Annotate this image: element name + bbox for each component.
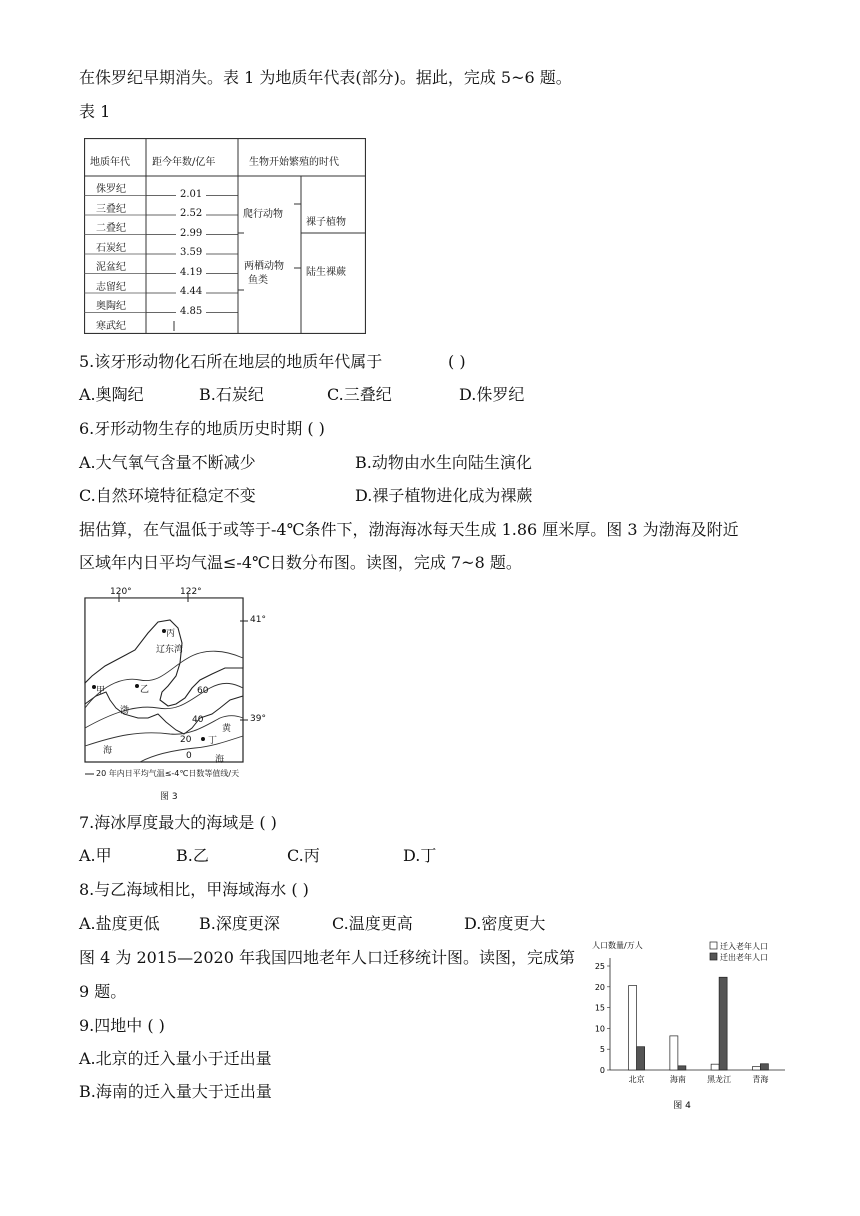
animal-reptile: 爬行动物	[243, 209, 283, 220]
chart-ytick-label: 5	[599, 1045, 605, 1055]
table-period-6: 奥陶纪	[96, 301, 126, 312]
place-ding: 丁	[208, 736, 218, 746]
q8-option-c[interactable]: C.温度更高	[332, 914, 413, 933]
lat-41: 41°	[250, 615, 266, 625]
table-age-2: 2.99	[180, 227, 203, 239]
table-period-5: 志留纪	[96, 281, 126, 293]
isoline-0: 0	[186, 751, 192, 761]
q7-stem: 7.海冰厚度最大的海域是 ( )	[79, 813, 277, 832]
q6-option-c[interactable]: C.自然环境特征稳定不变	[79, 486, 256, 505]
q5-stem: 5.该牙形动物化石所在地层的地质年代属于	[79, 352, 383, 371]
label-hai-2: 海	[215, 755, 225, 765]
chart-ytick-label: 0	[599, 1066, 605, 1075]
lon-120: 120°	[110, 587, 132, 597]
chart-legend-swatch-0	[710, 942, 717, 949]
chart-category-label: 黑龙江	[707, 1075, 732, 1084]
q5-option-d[interactable]: D.侏罗纪	[459, 385, 525, 404]
table-header-organisms: 生物开始繁殖的时代	[249, 157, 339, 168]
table-age-0: 2.01	[180, 188, 203, 200]
chart-category-label: 海南	[669, 1075, 686, 1084]
context2-line1: 图 4 为 2015—2020 年我国四地老年人口迁移统计图。读图，完成第	[79, 948, 575, 967]
q7-option-a[interactable]: A.甲	[79, 846, 112, 865]
chart-category-label: 北京	[628, 1075, 645, 1084]
chart-bar-1-1	[678, 1066, 686, 1070]
table-age-1: 2.52	[180, 208, 203, 219]
lon-122: 122°	[180, 587, 202, 597]
q8-stem: 8.与乙海域相比，甲海域海水 ( )	[79, 880, 309, 899]
map-caption: 图 3	[160, 792, 178, 802]
table-period-1: 三叠纪	[96, 203, 126, 215]
q5-option-b[interactable]: B.石炭纪	[199, 385, 264, 404]
q9-option-b[interactable]: B.海南的迁入量大于迁出量	[79, 1082, 272, 1101]
q5-option-c[interactable]: C.三叠纪	[327, 385, 392, 404]
place-yi: 乙	[140, 685, 150, 695]
label-huang: 黄	[222, 724, 232, 734]
chart-bar-0-3	[752, 1067, 760, 1070]
chart-ytick-label: 25	[594, 962, 605, 971]
chart-ylabel: 人口数量/万人	[592, 941, 643, 950]
table-period-2: 二叠纪	[96, 223, 126, 234]
context-para-line2: 区域年内日平均气温≤-4℃日数分布图。读图，完成 7~8 题。	[79, 553, 522, 572]
table-period-3: 石炭纪	[96, 242, 126, 254]
q8-option-a[interactable]: A.盐度更低	[79, 914, 160, 933]
chart-bar-1-3	[760, 1064, 768, 1070]
place-bing: 丙	[166, 629, 176, 639]
plant-gymnosperm: 裸子植物	[306, 217, 346, 228]
chart-category-label: 青海	[752, 1075, 769, 1084]
label-bo: 渤	[120, 706, 130, 716]
animal-fish: 鱼类	[248, 275, 268, 286]
q9-option-a[interactable]: A.北京的迁入量小于迁出量	[79, 1049, 272, 1068]
q5-paren: ( )	[448, 352, 466, 371]
q6-option-d[interactable]: D.裸子植物进化成为裸蕨	[355, 486, 533, 505]
table-age-3: 3.59	[180, 247, 203, 258]
chart-ytick-label: 15	[594, 1003, 605, 1013]
table-period-7: 寒武纪	[96, 320, 126, 332]
table-period-4: 泥盆纪	[96, 262, 126, 273]
isoline-60: 60	[197, 686, 209, 696]
q5-option-a[interactable]: A.奥陶纪	[79, 385, 144, 404]
context2-line2: 9 题。	[79, 982, 127, 1001]
chart-bar-0-2	[711, 1064, 719, 1070]
isoline-40: 40	[192, 715, 204, 725]
animal-amphibian: 两栖动物	[244, 261, 284, 272]
q6-stem: 6.牙形动物生存的地质历史时期 ( )	[79, 419, 325, 438]
chart-bar-1-0	[637, 1047, 645, 1070]
intro-text: 在侏罗纪早期消失。表 1 为地质年代表(部分)。据此，完成 5~6 题。	[79, 68, 572, 87]
lat-39: 39°	[250, 714, 266, 724]
table-header-age: 距今年数/亿年	[152, 157, 216, 168]
map-legend: 20 年内日平均气温≤-4℃日数等值线/天	[96, 769, 240, 778]
label-hai-1: 海	[103, 746, 113, 756]
chart-bar-0-1	[670, 1036, 678, 1070]
table-age-6: 4.85	[180, 305, 203, 317]
chart-legend-swatch-1	[710, 953, 717, 960]
q8-option-d[interactable]: D.密度更大	[464, 914, 546, 933]
q7-option-d[interactable]: D.丁	[403, 846, 437, 865]
table-label: 表 1	[79, 102, 111, 121]
chart-ytick-label: 10	[594, 1024, 605, 1034]
q6-option-a[interactable]: A.大气氧气含量不断减少	[79, 453, 256, 472]
context-para-line1: 据估算，在气温低于或等于-4℃条件下，渤海海冰每天生成 1.86 厘米厚。图 3 为渤海及附近	[79, 520, 739, 539]
chart-legend-label-0: 迁入老年人口	[720, 942, 768, 951]
chart-bar-0-0	[629, 986, 637, 1070]
table-header-period: 地质年代	[90, 157, 130, 168]
isoline-20: 20	[180, 735, 192, 745]
table-age-5: 4.44	[180, 286, 203, 297]
place-jia: 甲	[96, 686, 106, 696]
table-age-4: 4.19	[180, 266, 203, 278]
q9-stem: 9.四地中 ( )	[79, 1016, 165, 1035]
place-liaodong-bay: 辽东湾	[156, 645, 184, 655]
q7-option-b[interactable]: B.乙	[176, 846, 209, 865]
q7-option-c[interactable]: C.丙	[287, 846, 320, 865]
plant-psilophyte: 陆生裸蕨	[306, 267, 346, 278]
q6-option-b[interactable]: B.动物由水生向陆生演化	[355, 453, 532, 472]
q8-option-b[interactable]: B.深度更深	[199, 914, 280, 933]
chart-bar-1-2	[719, 977, 727, 1070]
table-period-0: 侏罗纪	[96, 184, 126, 195]
chart-ytick-label: 20	[594, 982, 605, 992]
chart-legend-label-1: 迁出老年人口	[720, 953, 768, 962]
chart-caption: 图 4	[673, 1101, 691, 1111]
